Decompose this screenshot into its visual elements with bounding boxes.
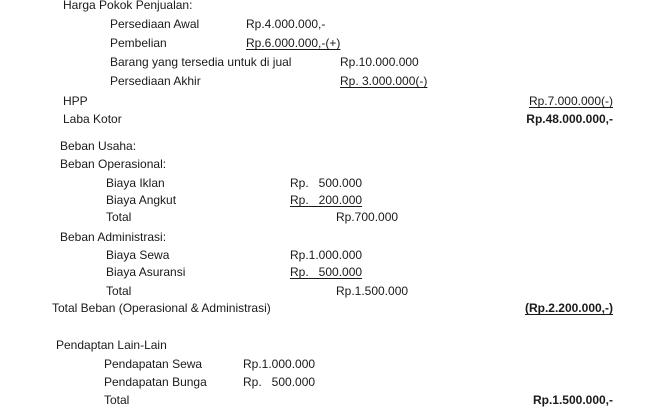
laba-kotor-label: Laba Kotor xyxy=(63,112,122,126)
beban-usaha-heading: Beban Usaha: xyxy=(60,139,137,153)
biaya-angkut-value: Rp. 200.000 xyxy=(290,193,363,207)
pembelian-label: Pembelian xyxy=(110,36,167,50)
persediaan-akhir-value: Rp. 3.000.000(-) xyxy=(340,74,428,88)
pendapatan-bunga-label: Pendapatan Bunga xyxy=(104,375,207,389)
biaya-asuransi-label: Biaya Asuransi xyxy=(106,265,186,279)
laba-kotor-value: Rp.48.000.000,- xyxy=(526,112,613,126)
pembelian-value: Rp.6.000.000,-(+) xyxy=(246,36,341,50)
operasional-total-value: Rp.700.000 xyxy=(336,210,399,224)
pendapatan-bunga-value: Rp. 500.000 xyxy=(243,375,316,389)
pendapatan-lain-heading: Pendaptan Lain-Lain xyxy=(56,338,167,352)
total-beban-label: Total Beban (Operasional & Administrasi) xyxy=(52,301,271,315)
hpp-label: HPP xyxy=(63,94,88,108)
biaya-angkut-label: Biaya Angkut xyxy=(106,193,177,207)
barang-tersedia-value: Rp.10.000.000 xyxy=(340,55,419,69)
pendapatan-total-value: Rp.1.500.000,- xyxy=(532,393,613,407)
biaya-iklan-value: Rp. 500.000 xyxy=(290,176,363,190)
pendapatan-sewa-value: Rp.1.000.000 xyxy=(243,357,316,371)
persediaan-awal-value: Rp.4.000.000,- xyxy=(246,17,326,31)
beban-administrasi-heading: Beban Administrasi: xyxy=(60,230,167,244)
biaya-sewa-value: Rp.1.000.000 xyxy=(290,248,363,262)
pendapatan-total-label: Total xyxy=(104,393,130,407)
operasional-total-label: Total xyxy=(106,210,132,224)
biaya-sewa-label: Biaya Sewa xyxy=(106,248,170,262)
biaya-asuransi-value: Rp. 500.000 xyxy=(290,265,363,279)
beban-operasional-heading: Beban Operasional: xyxy=(60,157,167,171)
hpp-value: Rp.7.000.000(-) xyxy=(528,94,613,108)
total-beban-value: (Rp.2.200.000,-) xyxy=(524,301,613,315)
pendapatan-sewa-label: Pendapatan Sewa xyxy=(104,357,203,371)
barang-tersedia-label: Barang yang tersedia untuk di jual xyxy=(110,55,292,69)
persediaan-akhir-label: Persediaan Akhir xyxy=(110,74,201,88)
hpp-heading: Harga Pokok Penjualan: xyxy=(63,0,193,12)
biaya-iklan-label: Biaya Iklan xyxy=(106,176,165,190)
persediaan-awal-label: Persediaan Awal xyxy=(110,17,200,31)
administrasi-total-label: Total xyxy=(106,284,132,298)
administrasi-total-value: Rp.1.500.000 xyxy=(336,284,409,298)
